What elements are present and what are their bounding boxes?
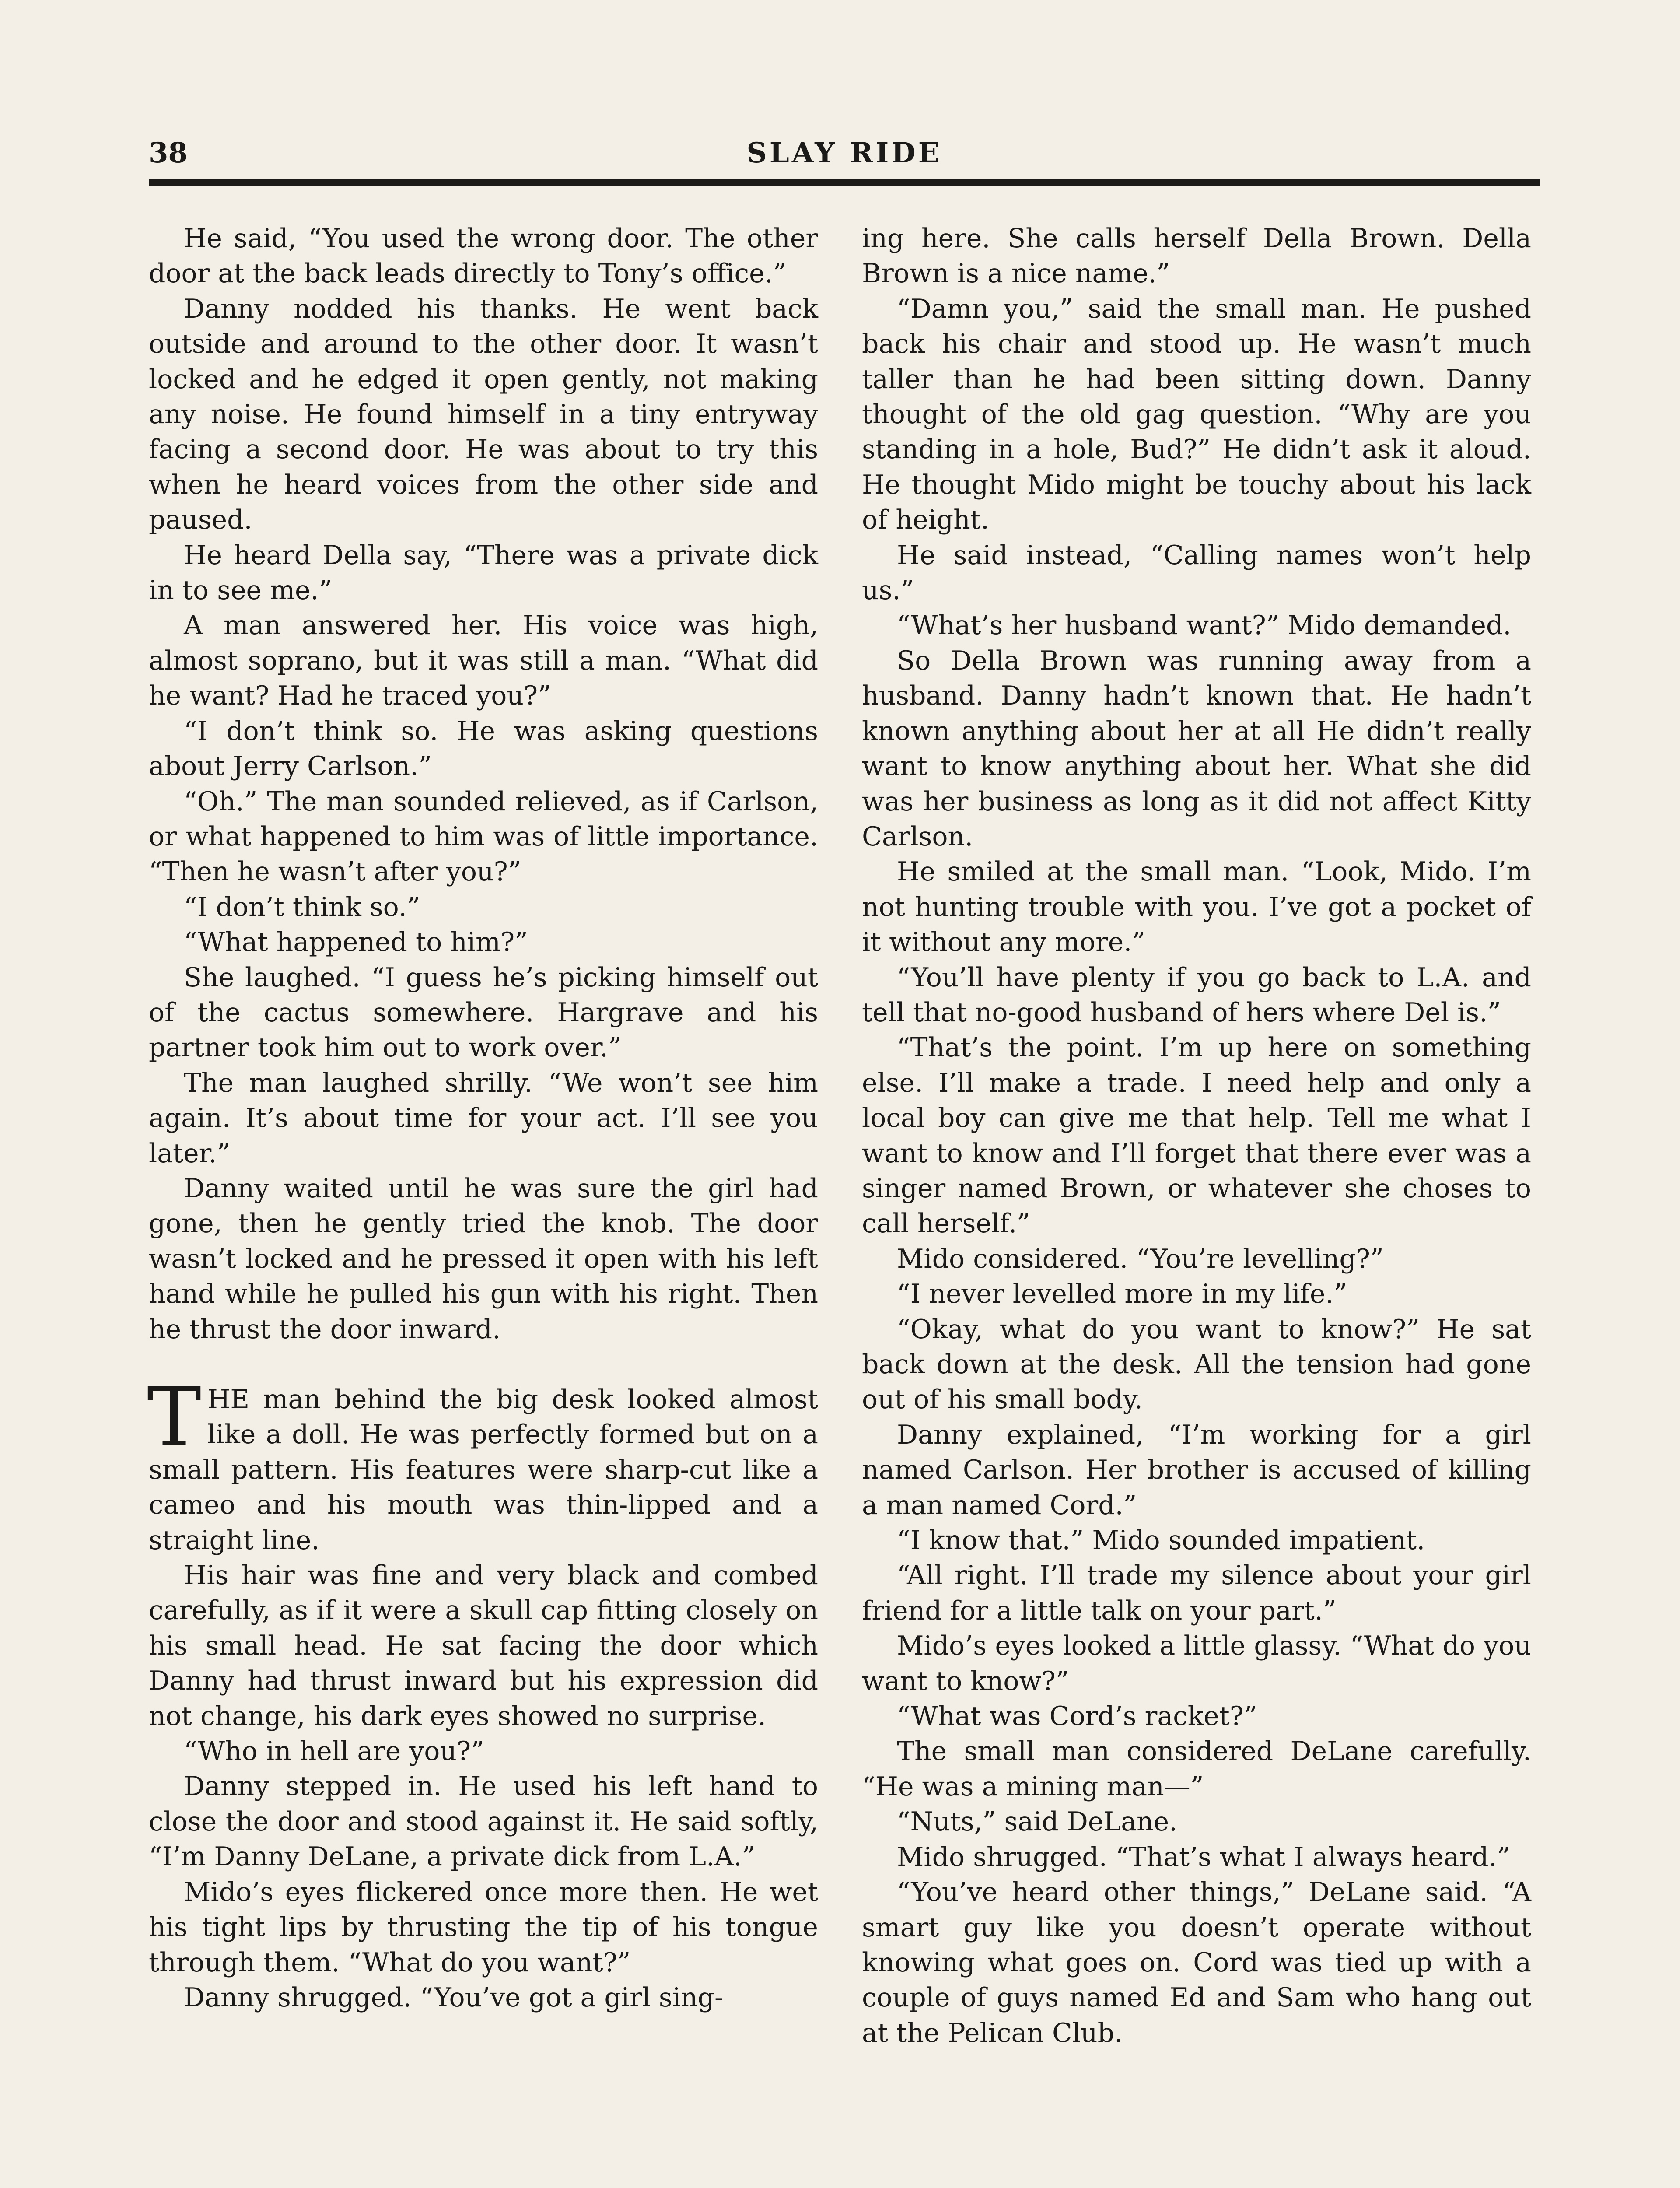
paragraph: Danny shrugged. “You’ve got a girl sing-	[184, 1982, 724, 2013]
page-header	[149, 137, 1540, 185]
paragraph: “What was Cord’s racket?”	[897, 1701, 1257, 1732]
paragraph: “What happened to him?”	[184, 927, 528, 958]
header-rule	[149, 179, 1540, 186]
paragraph: The small man considered DeLane carefully. “He was a mining man—”	[862, 1736, 1531, 1802]
paragraph: A man answered her. His voice was high, almost soprano, but it was still a man. “What did he want? Had he traced you?”	[149, 610, 818, 712]
paragraph: “Okay, what do you want to know?” He sat back down at the desk. All the tension had gone out of his small body.	[862, 1314, 1531, 1415]
chapter-opening	[147, 1370, 818, 1558]
paragraph: Mido’s eyes flickered once more then. He wet his tight lips by thrusting the tip of his tongue through them. “What do you want?”	[149, 1876, 818, 1978]
paragraph: “I don’t think so. He was asking questions about Jerry Carlson.”	[149, 715, 818, 782]
paragraph: “You’ve heard other things,” DeLane said. “A smart guy like you doesn’t operate without knowing what goes on. Cord was tied up with a couple of guys named Ed and Sam who hang out at the Pelican Club.	[862, 1877, 1531, 2048]
paragraph: “All right. I’ll trade my silence about your girl friend for a little talk on your part.”	[862, 1560, 1531, 1626]
chapter-opening-text: HE man behind the big desk looked almost like a doll. He was perfectly formed but on a small pattern. His features were sharp-cut like a cameo and his mouth was thin-lipped and a straight line.	[149, 1384, 818, 1556]
paragraph: “What’s her husband want?” Mido demanded.	[897, 610, 1512, 641]
paragraph: He said instead, “Calling names won’t help us.”	[862, 540, 1531, 606]
paragraph: “I don’t think so.”	[184, 891, 420, 922]
paragraph: Mido shrugged. “That’s what I always heard.”	[897, 1841, 1511, 1872]
paragraph: Danny waited until he was sure the girl had gone, then he gently tried the knob. The door wasn’t locked and he pressed it open with his left hand while he pulled his gun with his right. Then he thrust the door inward.	[149, 1173, 818, 1345]
right-column	[862, 221, 1531, 2051]
drop-cap: T	[147, 1370, 202, 1465]
paragraph: “That’s the point. I’m up here on something else. I’ll make a trade. I need help and only a local boy can give me that help. Tell me what I want to know and I’ll forget that there ever was a singer named Brown, or whatever she choses to call herself.”	[862, 1032, 1531, 1239]
paragraph: Mido considered. “You’re levelling?”	[897, 1243, 1384, 1274]
paragraph: Danny stepped in. He used his left hand to close the door and stood against it. He said softly, “I’m Danny DeLane, a private dick from L.A.”	[149, 1771, 818, 1872]
paragraph: “Nuts,” said DeLane.	[897, 1806, 1178, 1837]
paragraph: “Who in hell are you?”	[184, 1736, 484, 1767]
paragraph: “Oh.” The man sounded relieved, as if Carlson, or what happened to him was of little importance. “Then he wasn’t after you?”	[149, 786, 818, 887]
paragraph: He said, “You used the wrong door. The other door at the back leads directly to Tony’s office.”	[149, 223, 818, 289]
left-column	[149, 221, 818, 2015]
paragraph: Mido’s eyes looked a little glassy. “What do you want to know?”	[862, 1630, 1531, 1697]
paragraph: “I know that.” Mido sounded impatient.	[897, 1525, 1425, 1556]
paragraph: She laughed. “I guess he’s picking himself out of the cactus somewhere. Hargrave and his partner took him out to work over.”	[149, 962, 818, 1063]
paragraph-continuation: ing here. She calls herself Della Brown. Della Brown is a nice name.”	[862, 223, 1531, 289]
paragraph: His hair was fine and very black and combed carefully, as if it were a skull cap fitting closely on his small head. He sat facing the door which Danny had thrust inward but his expression did not change, his dark eyes showed no surprise.	[149, 1560, 818, 1732]
paragraph: He smiled at the small man. “Look, Mido. I’m not hunting trouble with you. I’ve got a pocket of it without any more.”	[862, 856, 1531, 958]
running-title: SLAY RIDE	[746, 137, 942, 169]
paragraph: He heard Della say, “There was a private dick in to see me.”	[149, 540, 818, 606]
page-number: 38	[149, 137, 188, 169]
paragraph: “You’ll have plenty if you go back to L.A. and tell that no-good husband of hers where Del is.”	[862, 962, 1531, 1028]
paragraph: “Damn you,” said the small man. He pushed back his chair and stood up. He wasn’t much taller than he had been sitting down. Danny thought of the old gag question. “Why are you standing in a hole, Bud?” He didn’t ask it aloud. He thought Mido might be touchy about his lack of height.	[862, 293, 1531, 536]
paragraph: Danny nodded his thanks. He went back outside and around to the other door. It wasn’t locked and he edged it open gently, not making any noise. He found himself in a tiny entryway facing a second door. He was about to try this when he heard voices from the other side and paused.	[149, 293, 818, 536]
paragraph: The man laughed shrilly. “We won’t see him again. It’s about time for your act. I’ll see you later.”	[149, 1067, 818, 1169]
paragraph: Danny explained, “I’m working for a girl named Carlson. Her brother is accused of killing a man named Cord.”	[862, 1419, 1531, 1521]
paragraph: So Della Brown was running away from a husband. Danny hadn’t known that. He hadn’t known anything about her at all He didn’t really want to know anything about her. What she did was her business as long as it did not affect Kitty Carlson.	[862, 645, 1531, 852]
paragraph: “I never levelled more in my life.”	[897, 1279, 1348, 1310]
